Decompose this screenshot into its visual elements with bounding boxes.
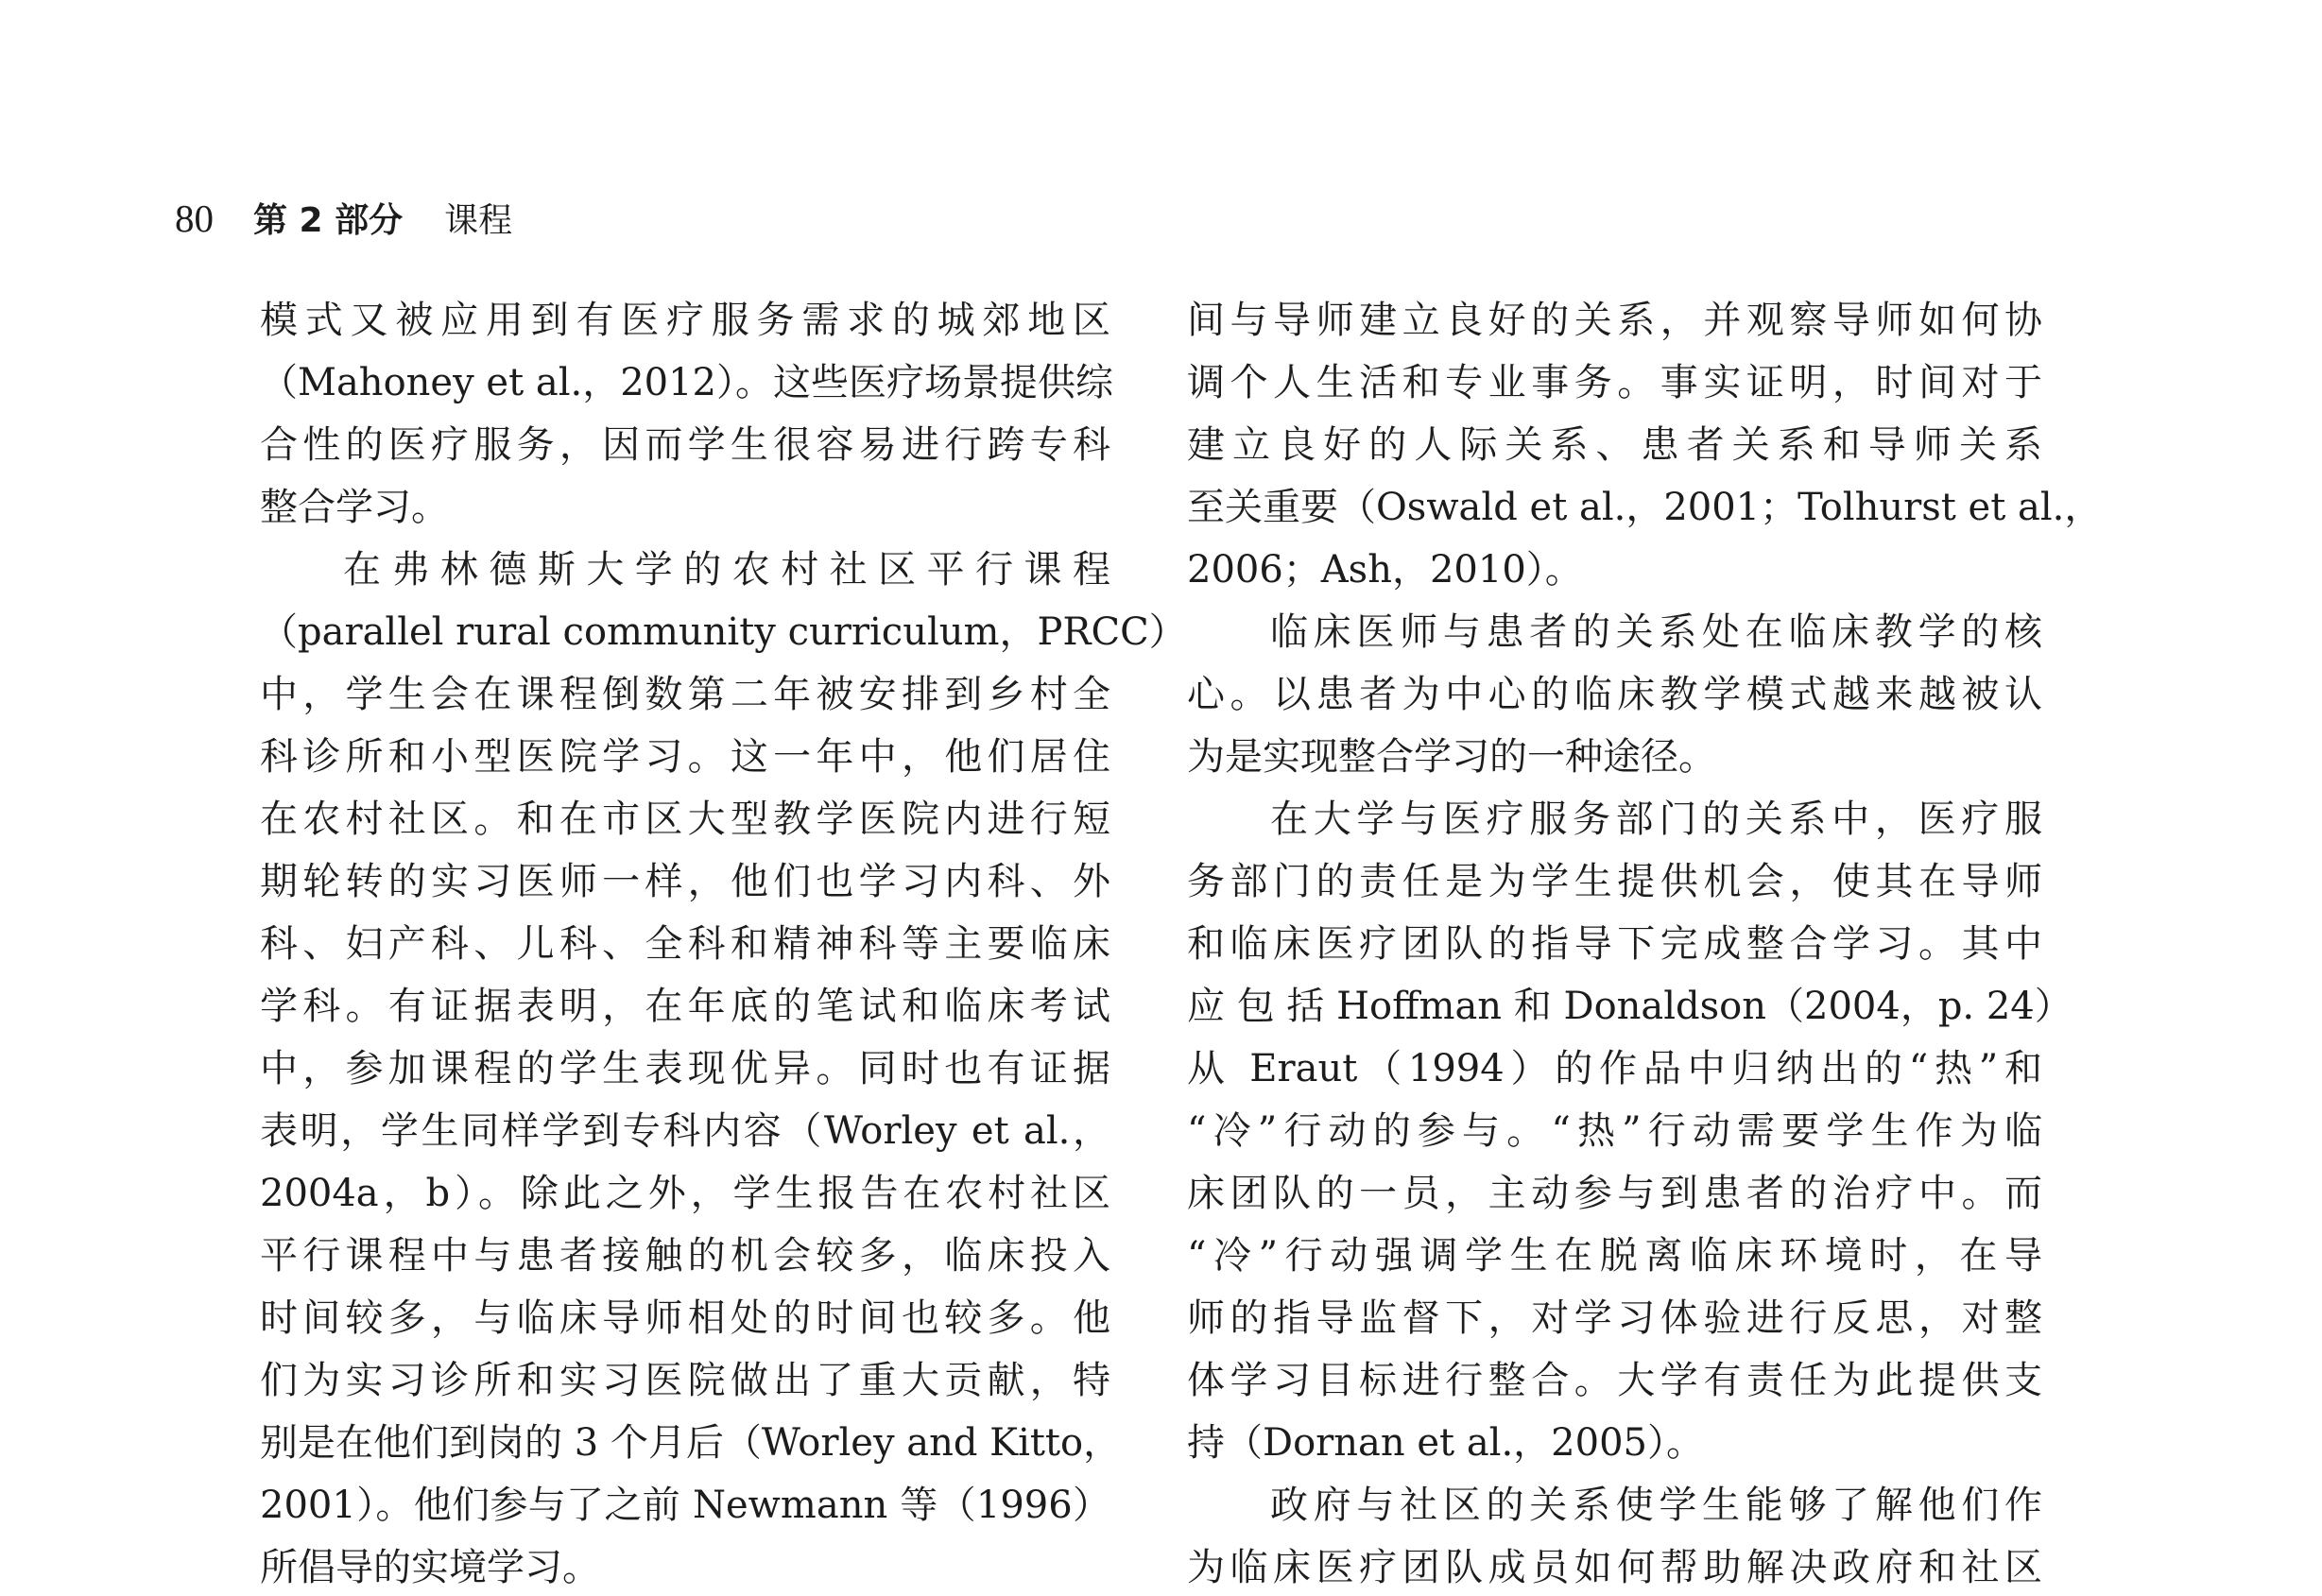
text-line: 至关重要（Oswald et al.，2001；Tolhurst et al.， bbox=[1187, 486, 2103, 529]
text-line: 床团队的一员，主动参与到患者的治疗中。而 bbox=[1187, 1172, 2042, 1215]
part-label: 第 2 部分 bbox=[253, 201, 404, 240]
page-number: 80 bbox=[175, 197, 214, 240]
text-line: 2004a，b）。除此之外，学生报告在农村社区 bbox=[260, 1172, 1110, 1215]
text-line: 临床医师与患者的关系处在临床教学的核 bbox=[1270, 610, 2042, 654]
text-line: （parallel rural community curriculum，PRCC） bbox=[260, 610, 1187, 654]
text-line: “冷”行动强调学生在脱离临床环境时，在导 bbox=[1187, 1234, 2042, 1278]
section-label: 课程 bbox=[444, 201, 513, 240]
text-line: 2001）。他们参与了之前 Newmann 等（1996） bbox=[260, 1484, 1110, 1527]
text-line: 科、妇产科、儿科、全科和精神科等主要临床 bbox=[260, 922, 1110, 966]
right-text-column bbox=[1187, 289, 2103, 1596]
text-line: 政府与社区的关系使学生能够了解他们作 bbox=[1270, 1484, 2042, 1527]
text-line: 师的指导监督下，对学习体验进行反思，对整 bbox=[1187, 1296, 2042, 1340]
text-line: （Mahoney et al.，2012）。这些医疗场景提供综 bbox=[260, 361, 1114, 404]
text-line: 中，参加课程的学生表现优异。同时也有证据 bbox=[260, 1047, 1110, 1090]
text-line: 为是实现整合学习的一种途径。 bbox=[1187, 735, 1716, 779]
text-line: “冷”行动的参与。“热”行动需要学生作为临 bbox=[1187, 1109, 2042, 1153]
text-line: 所倡导的实境学习。 bbox=[260, 1546, 600, 1589]
text-line: 时间较多，与临床导师相处的时间也较多。他 bbox=[260, 1296, 1110, 1340]
text-line: 从 Eraut（1994）的作品中归纳出的“热”和 bbox=[1187, 1047, 2042, 1090]
text-line: 在农村社区。和在市区大型教学医院内进行短 bbox=[260, 798, 1110, 841]
text-line: 持（Dornan et al.，2005）。 bbox=[1187, 1421, 1704, 1465]
text-line: 调个人生活和专业事务。事实证明，时间对于 bbox=[1187, 361, 2042, 404]
text-line: 体学习目标进行整合。大学有责任为此提供支 bbox=[1187, 1359, 2042, 1402]
text-line: 和临床医疗团队的指导下完成整合学习。其中 bbox=[1187, 922, 2042, 966]
text-line: 学科。有证据表明，在年底的笔试和临床考试 bbox=[260, 985, 1110, 1028]
text-line: 平行课程中与患者接触的机会较多，临床投入 bbox=[260, 1234, 1110, 1278]
running-header bbox=[175, 194, 512, 247]
text-line: 应 包 括 Hoffman 和 Donaldson（2004，p. 24） bbox=[1187, 985, 2073, 1028]
text-line: 中，学生会在课程倒数第二年被安排到乡村全 bbox=[260, 673, 1110, 716]
left-text-column bbox=[260, 289, 1187, 1596]
text-line: 务部门的责任是为学生提供机会，使其在导师 bbox=[1187, 860, 2042, 903]
text-line: 在大学与医疗服务部门的关系中，医疗服 bbox=[1270, 798, 2042, 841]
text-line: 为临床医疗团队成员如何帮助解决政府和社区 bbox=[1187, 1546, 2042, 1589]
text-line: 心。以患者为中心的临床教学模式越来越被认 bbox=[1187, 673, 2042, 716]
text-line: 科诊所和小型医院学习。这一年中，他们居住 bbox=[260, 735, 1110, 779]
text-line: 在弗林德斯大学的农村社区平行课程 bbox=[343, 548, 1110, 592]
text-line: 别是在他们到岗的 3 个月后（Worley and Kitto， bbox=[260, 1421, 1122, 1465]
text-line: 合性的医疗服务，因而学生很容易进行跨专科 bbox=[260, 423, 1110, 467]
text-line: 间与导师建立良好的关系，并观察导师如何协 bbox=[1187, 299, 2042, 342]
text-line: 表明，学生同样学到专科内容（Worley et al.， bbox=[260, 1109, 1110, 1153]
text-line: 模式又被应用到有医疗服务需求的城郊地区 bbox=[260, 299, 1110, 342]
text-line: 建立良好的人际关系、患者关系和导师关系 bbox=[1187, 423, 2042, 467]
text-line: 2006；Ash，2010）。 bbox=[1187, 548, 1583, 592]
text-line: 整合学习。 bbox=[260, 486, 449, 529]
text-line: 们为实习诊所和实习医院做出了重大贡献，特 bbox=[260, 1359, 1110, 1402]
text-line: 期轮转的实习医师一样，他们也学习内科、外 bbox=[260, 860, 1110, 903]
